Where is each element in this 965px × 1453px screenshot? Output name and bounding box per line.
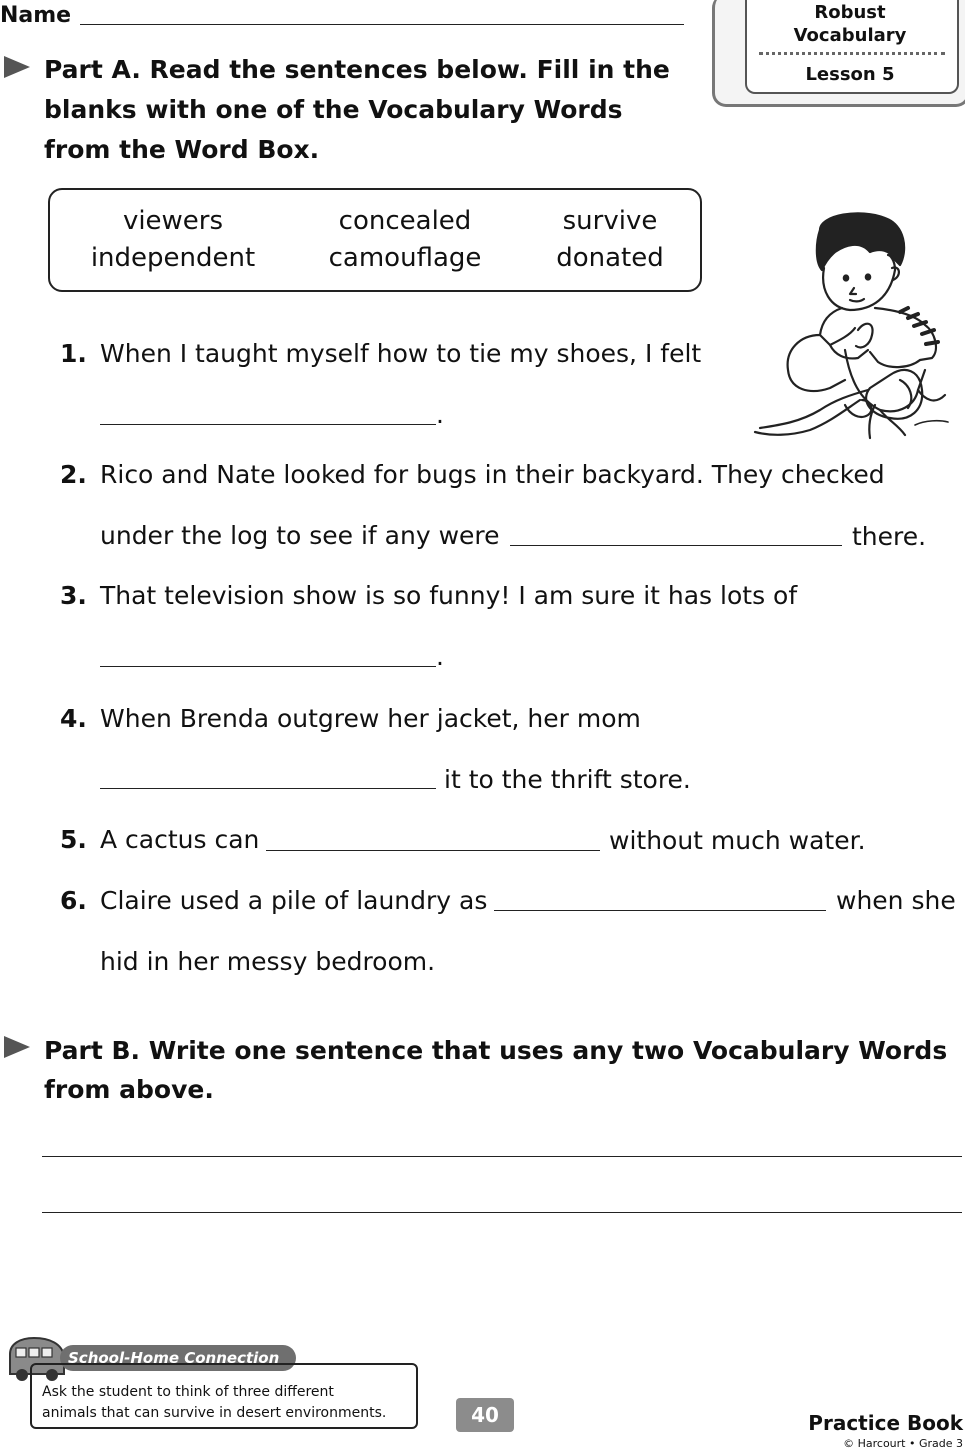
q6-text-b: hid in her messy bedroom. bbox=[100, 947, 436, 976]
q6-text-a: Claire used a pile of laundry as bbox=[100, 886, 488, 915]
tab-lesson: Lesson 5 bbox=[805, 64, 895, 85]
connection-line1: Ask the student to think of three different bbox=[42, 1384, 334, 1400]
q3-text: That television show is so funny! I am sure it has lots of bbox=[100, 581, 798, 610]
q2-text-a: Rico and Nate looked for bugs in their backyard. They checked bbox=[100, 460, 885, 489]
q3-number: 3. bbox=[60, 581, 87, 610]
word-independent: independent bbox=[90, 243, 256, 273]
q4-text: When Brenda outgrew her jacket, her mom bbox=[100, 704, 641, 733]
q1-number: 1. bbox=[60, 339, 87, 368]
name-line[interactable] bbox=[80, 24, 684, 25]
tab-robust: Robust bbox=[814, 2, 886, 23]
q1-period: . bbox=[436, 400, 444, 429]
boy-tying-shoes-illustration bbox=[750, 210, 950, 445]
q4-number: 4. bbox=[60, 704, 87, 733]
q4-after: it to the thrift store. bbox=[444, 765, 691, 794]
word-box bbox=[48, 188, 702, 292]
part-a-line1: Part A. Read the sentences below. Fill in the bbox=[44, 55, 670, 84]
page-number: 40 bbox=[456, 1398, 514, 1432]
q1-text: When I taught myself how to tie my shoes, I felt bbox=[100, 339, 702, 368]
part-a-line2: blanks with one of the Vocabulary Words bbox=[44, 95, 623, 124]
word-survive: survive bbox=[562, 206, 658, 236]
q6-number: 6. bbox=[60, 886, 87, 915]
word-donated: donated bbox=[556, 243, 664, 273]
q3-blank[interactable] bbox=[100, 666, 436, 667]
q2-after: there. bbox=[852, 522, 927, 551]
q4-blank[interactable] bbox=[100, 788, 436, 789]
q6-blank[interactable] bbox=[494, 910, 826, 911]
q5-blank[interactable] bbox=[266, 850, 600, 851]
q6-after: when she bbox=[836, 886, 956, 915]
word-concealed: concealed bbox=[338, 206, 472, 236]
connection-title: School-Home Connection bbox=[68, 1349, 280, 1367]
tab-divider bbox=[759, 52, 945, 55]
name-label: Name bbox=[0, 3, 72, 28]
q2-number: 2. bbox=[60, 460, 87, 489]
q3-period: . bbox=[436, 642, 444, 671]
part-a-line3: from the Word Box. bbox=[44, 135, 320, 164]
q5-number: 5. bbox=[60, 825, 87, 854]
practice-book-label: Practice Book bbox=[808, 1411, 963, 1435]
part-b-line2: from above. bbox=[44, 1075, 214, 1104]
lesson-tab bbox=[712, 0, 965, 107]
part-a-arrow-icon bbox=[4, 56, 30, 78]
connection-line2: animals that can survive in desert environments. bbox=[42, 1405, 387, 1421]
q5-after: without much water. bbox=[609, 826, 866, 855]
part-b-answer-line-2[interactable] bbox=[42, 1212, 962, 1213]
q5-text: A cactus can bbox=[100, 825, 260, 854]
word-camouflage: camouflage bbox=[328, 243, 482, 273]
q2-text-b: under the log to see if any were bbox=[100, 521, 500, 550]
q1-blank[interactable] bbox=[100, 424, 436, 425]
copyright: © Harcourt • Grade 3 bbox=[843, 1437, 963, 1450]
tab-vocabulary: Vocabulary bbox=[793, 25, 907, 46]
part-b-line1: Part B. Write one sentence that uses any two Vocabulary Words bbox=[44, 1036, 948, 1065]
q2-blank[interactable] bbox=[510, 545, 842, 546]
word-viewers: viewers bbox=[122, 206, 224, 236]
part-b-arrow-icon bbox=[4, 1036, 30, 1058]
part-b-answer-line-1[interactable] bbox=[42, 1156, 962, 1157]
